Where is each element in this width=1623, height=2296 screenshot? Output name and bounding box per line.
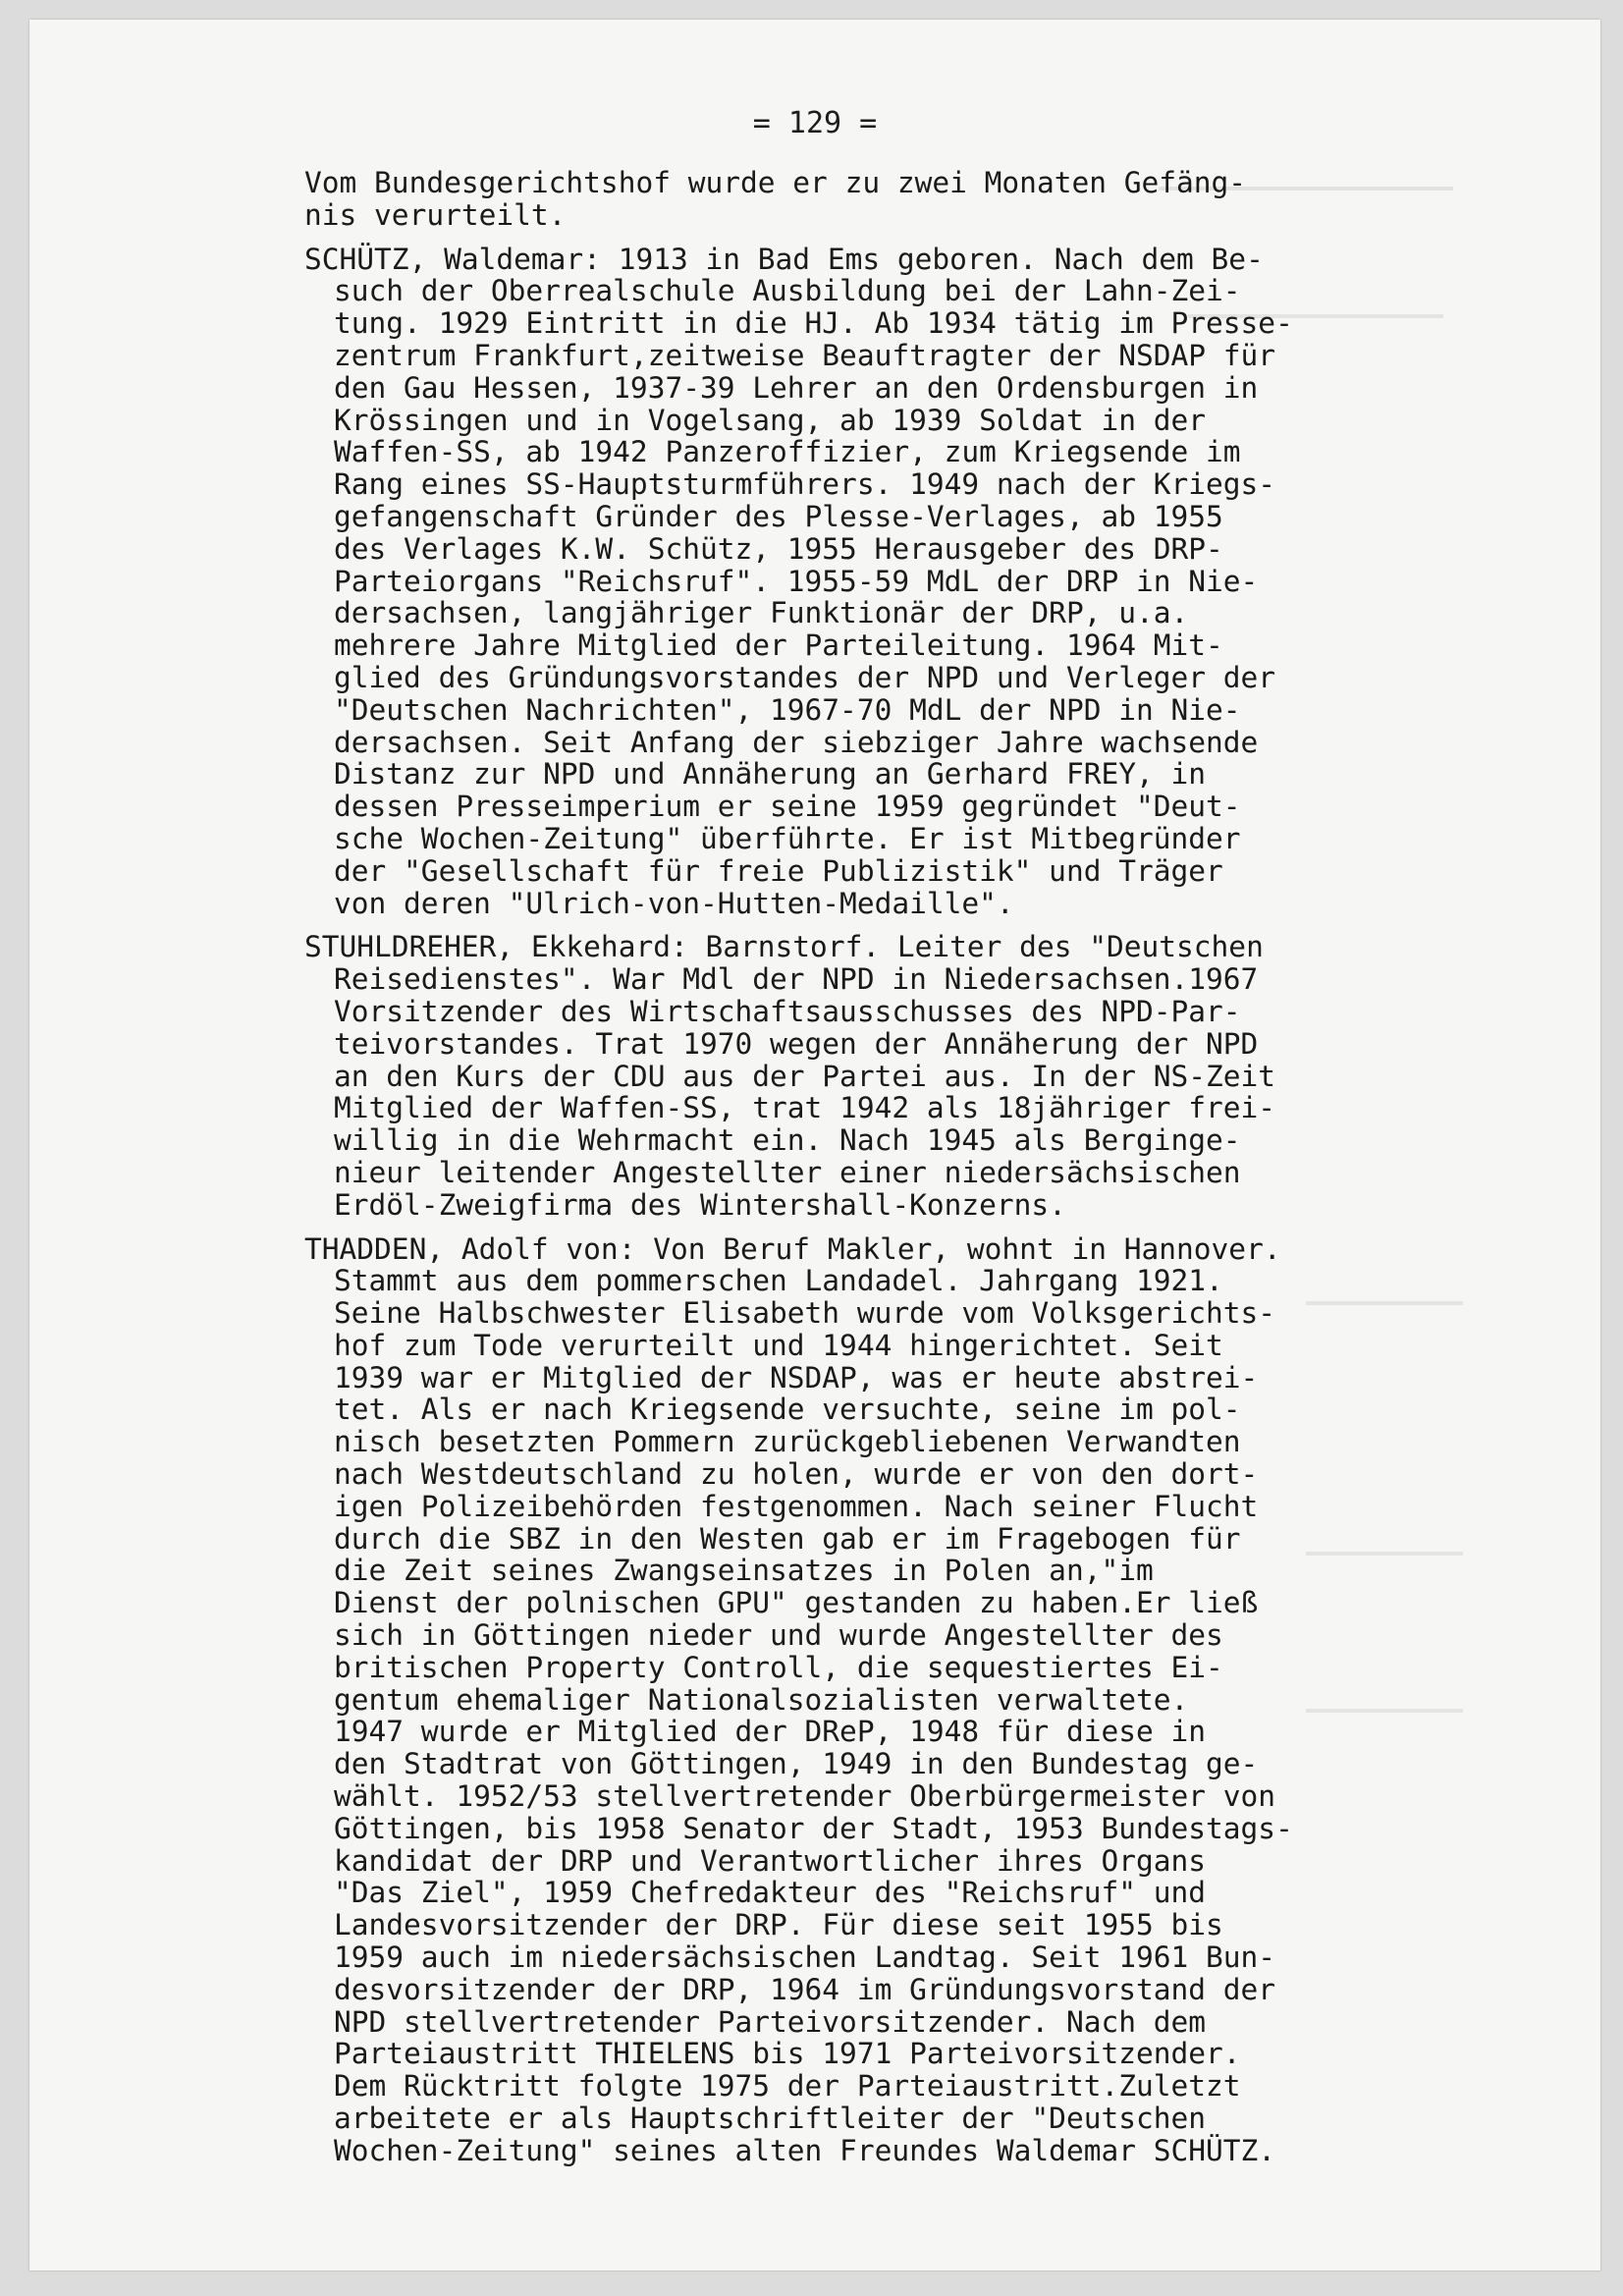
entry-stuhldreher: STUHLDREHER, Ekkehard: Barnstorf. Leiter des "Deutschen Reisedienstes". War Mdl der NPD in Niedersachsen.1967 Vorsitzender des Wirtschaftsausschusses des NPD-Par- teivorstandes. Trat 1970 wegen der Annäherung der NPD an den Kurs der CDU aus der Partei aus. In der NS-Zeit Mitglied der Waffen-SS, trat 1942 als 18jähriger frei- willig in die Wehrmacht ein. Nach 1945 als Bergingе- nieur leitender Angestellter einer niedersächsischen Erdöl-Zweigfirma des Wintershall-Konzerns.	[304, 930, 1276, 1222]
entry-schuetz: SCHÜTZ, Waldemar: 1913 in Bad Ems geboren. Nach dem Be- such der Oberrealschule Ausbildung bei der Lahn-Zei- tung. 1929 Eintritt in die HJ. Ab 1934 tätig im Presse- zentrum Frankfurt,zeitweise Beauftragter der NSDAP für den Gau Hessen, 1937-39 Lehrer an den Ordensburgen in Krössingen und in Vogelsang, ab 1939 Soldat in der Waffen-SS, ab 1942 Panzeroffizier, zum Kriegsende im Rang eines SS-Hauptsturmführers. 1949 nach der Kriegs- gefangenschaft Gründer des Plesse-Verlages, ab 1955 des Verlages K.W. Schütz, 1955 Herausgeber des DRP- Parteiorgans "Reichsruf". 1955-59 MdL der DRP in Nie- dersachsen, langjähriger Funktionär der DRP, u.a. mehrere Jahre Mitglied der Parteileitung. 1964 Mit- glied des Gründungsvorstandes der NPD und Verleger der "Deutschen Nachrichten", 1967-70 MdL der NPD in Nie- dersachsen. Seit Anfang der siebziger Jahre wachsende Distanz zur NPD und Annäherung an Gerhard FREY, in dessen Presseimperium er seine 1959 gegründet "Deut- sche Wochen-Zeitung" überführte. Er ist Mitbegründer der "Gesellschaft für freie Publizistik" und Träger von deren "Ulrich-von-Hutten-Medaille".	[304, 242, 1293, 920]
intro-paragraph: Vom Bundesgerichtshof wurde er zu zwei Monaten Gefäng- nis verurteilt.	[304, 166, 1247, 232]
page-number: = 129 =	[752, 106, 878, 140]
entry-thadden: THADDEN, Adolf von: Von Beruf Makler, wohnt in Hannover. Stammt aus dem pommerschen Landadel. Jahrgang 1921. Seine Halbschwester Elisabeth wurde vom Volksgerichts- hof zum Tode verurteilt und 1944 hingerichtet. Seit 1939 war er Mitglied der NSDAP, was er heute abstrei- tet. Als er nach Kriegsende versuchte, seine im pol- nisch besetzten Pommern zurückgebliebenen Verwandten nach Westdeutschland zu holen, wurde er von den dort- igen Polizeibehörden festgenommen. Nach seiner Flucht durch die SBZ in den Westen gab er im Fragebogen für die Zeit seines Zwangseinsatzes in Polen an,"im Dienst der polnischen GPU" gestanden zu haben.Er ließ sich in Göttingen nieder und wurde Angestellter des britischen Property Controll, die sequestiertes Ei- gentum ehemaliger Nationalsozialisten verwaltete. 1947 wurde er Mitglied der DReP, 1948 für diese in den Stadtrat von Göttingen, 1949 in den Bundestag ge- wählt. 1952/53 stellvertretender Oberbürgermeister von Göttingen, bis 1958 Senator der Stadt, 1953 Bundestags- kandidat der DRP und Verantwortlicher ihres Organs "Das Ziel", 1959 Chefredakteur des "Reichsruf" und Landesvorsitzender der DRP. Für diese seit 1955 bis 1959 auch im niedersächsischen Landtag. Seit 1961 Bun- desvorsitzender der DRP, 1964 im Gründungsvorstand der NPD stellvertretender Parteivorsitzender. Nach dem Parteiaustritt THIELENS bis 1971 Parteivorsitzender. Dem Rücktritt folgte 1975 der Parteiaustritt.Zuletzt arbeitete er als Hauptschriftleiter der "Deutschen Wochen-Zeitung" seines alten Freundes Waldemar SCHÜTZ.	[304, 1231, 1293, 2167]
document-page	[29, 20, 1600, 2270]
document-body	[304, 167, 1453, 2167]
